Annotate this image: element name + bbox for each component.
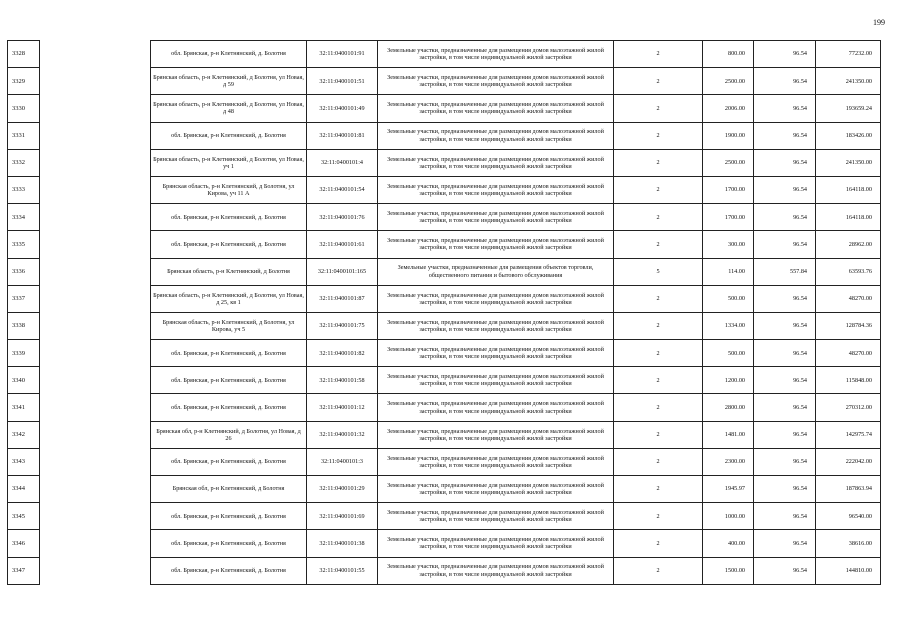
zone-cell: 2: [614, 231, 703, 258]
area-cell: 2006.00: [703, 95, 754, 122]
zone-cell: 2: [614, 421, 703, 448]
row-number-cell: 3345: [8, 503, 40, 530]
cadastral-value-cell: 164118.00: [816, 176, 881, 203]
land-use-cell: Земельные участки, предназначенные для размещения домов малоэтажной жилой застройки, в том числе индивидуальной жилой застройки: [378, 367, 614, 394]
cadastral-value-cell: 222042.00: [816, 448, 881, 475]
table-row: [151, 95, 881, 122]
row-number-cell: 3346: [8, 530, 40, 557]
address-cell: обл. Брянская, р-н Клетнянский, д. Болотня: [151, 448, 307, 475]
row-number-cell: 3339: [8, 340, 40, 367]
rate-cell: 96.54: [754, 122, 816, 149]
row-number-cell: 3343: [8, 448, 40, 475]
address-cell: Брянская область, р-н Клетнянский, д Болотня, ул Кирова, уч 11 А: [151, 176, 307, 203]
area-cell: 1500.00: [703, 557, 754, 584]
zone-cell: 2: [614, 557, 703, 584]
table-row: [151, 557, 881, 584]
zone-cell: 2: [614, 204, 703, 231]
land-use-cell: Земельные участки, предназначенные для размещения домов малоэтажной жилой застройки, в том числе индивидуальной жилой застройки: [378, 231, 614, 258]
table-row: [151, 149, 881, 176]
row-number-row: [8, 394, 40, 421]
land-use-cell: Земельные участки, предназначенные для размещения домов малоэтажной жилой застройки, в том числе индивидуальной жилой застройки: [378, 204, 614, 231]
land-use-cell: Земельные участки, предназначенные для размещения домов малоэтажной жилой застройки, в том числе индивидуальной жилой застройки: [378, 285, 614, 312]
row-number-row: [8, 530, 40, 557]
row-number-row: [8, 312, 40, 339]
area-cell: 800.00: [703, 41, 754, 68]
cadastral-number-cell: 32:11:0400101:49: [307, 95, 378, 122]
address-cell: Брянская область, р-н Клетнянский, д Болотня, ул Новая, д 48: [151, 95, 307, 122]
rate-cell: 96.54: [754, 312, 816, 339]
address-cell: Брянская область, р-н Клетнянский, д Болотня: [151, 258, 307, 285]
row-number-cell: 3337: [8, 285, 40, 312]
address-cell: обл. Брянская, р-н Клетнянский, д. Болотня: [151, 41, 307, 68]
zone-cell: 2: [614, 285, 703, 312]
table-row: [151, 204, 881, 231]
land-use-cell: Земельные участки, предназначенные для размещения домов малоэтажной жилой застройки, в том числе индивидуальной жилой застройки: [378, 340, 614, 367]
table-row: [151, 68, 881, 95]
row-number-row: [8, 149, 40, 176]
zone-cell: 2: [614, 312, 703, 339]
row-number-cell: 3328: [8, 41, 40, 68]
row-number-row: [8, 448, 40, 475]
land-use-cell: Земельные участки, предназначенные для размещения домов малоэтажной жилой застройки, в том числе индивидуальной жилой застройки: [378, 149, 614, 176]
row-number-cell: 3336: [8, 258, 40, 285]
address-cell: обл. Брянская, р-н Клетнянский, д. Болотня: [151, 204, 307, 231]
row-number-row: [8, 95, 40, 122]
cadastral-number-cell: 32:11:0400101:55: [307, 557, 378, 584]
row-number-cell: 3333: [8, 176, 40, 203]
rate-cell: 96.54: [754, 95, 816, 122]
area-cell: 1700.00: [703, 204, 754, 231]
rate-cell: 557.84: [754, 258, 816, 285]
zone-cell: 5: [614, 258, 703, 285]
cadastral-value-cell: 241350.00: [816, 149, 881, 176]
rate-cell: 96.54: [754, 448, 816, 475]
table-row: [151, 41, 881, 68]
cadastral-number-cell: 32:11:0400101:61: [307, 231, 378, 258]
area-cell: 400.00: [703, 530, 754, 557]
row-number-row: [8, 367, 40, 394]
row-number-body: [8, 41, 40, 585]
row-number-row: [8, 503, 40, 530]
cadastral-number-cell: 32:11:0400101:91: [307, 41, 378, 68]
row-number-row: [8, 285, 40, 312]
address-cell: обл. Брянская, р-н Клетнянский, д. Болотня: [151, 394, 307, 421]
table-row: [151, 285, 881, 312]
row-number-row: [8, 204, 40, 231]
rate-cell: 96.54: [754, 41, 816, 68]
zone-cell: 2: [614, 176, 703, 203]
row-number-cell: 3332: [8, 149, 40, 176]
row-number-row: [8, 476, 40, 503]
land-use-cell: Земельные участки, предназначенные для размещения домов малоэтажной жилой застройки, в том числе индивидуальной жилой застройки: [378, 95, 614, 122]
row-number-cell: 3330: [8, 95, 40, 122]
land-use-cell: Земельные участки, предназначенные для размещения домов малоэтажной жилой застройки, в том числе индивидуальной жилой застройки: [378, 503, 614, 530]
cadastral-number-cell: 32:11:0400101:12: [307, 394, 378, 421]
row-number-row: [8, 421, 40, 448]
row-number-cell: 3331: [8, 122, 40, 149]
table-row: [151, 367, 881, 394]
row-number-row: [8, 41, 40, 68]
table-row: [151, 231, 881, 258]
address-cell: обл. Брянская, р-н Клетнянский, д. Болотня: [151, 231, 307, 258]
area-cell: 1945.97: [703, 476, 754, 503]
area-cell: 2500.00: [703, 149, 754, 176]
address-cell: обл. Брянская, р-н Клетнянский, д. Болотня: [151, 367, 307, 394]
zone-cell: 2: [614, 394, 703, 421]
cadastral-value-cell: 144810.00: [816, 557, 881, 584]
cadastral-number-cell: 32:11:0400101:54: [307, 176, 378, 203]
rate-cell: 96.54: [754, 231, 816, 258]
cadastral-number-cell: 32:11:0400101:32: [307, 421, 378, 448]
address-cell: обл. Брянская, р-н Клетнянский, д. Болотня: [151, 530, 307, 557]
land-use-cell: Земельные участки, предназначенные для размещения домов малоэтажной жилой застройки, в том числе индивидуальной жилой застройки: [378, 41, 614, 68]
cadastral-value-cell: 270312.00: [816, 394, 881, 421]
row-number-cell: 3344: [8, 476, 40, 503]
cadastral-number-cell: 32:11:0400101:87: [307, 285, 378, 312]
area-cell: 2500.00: [703, 68, 754, 95]
area-cell: 500.00: [703, 285, 754, 312]
row-number-row: [8, 340, 40, 367]
cadastral-number-cell: 32:11:0400101:165: [307, 258, 378, 285]
cadastral-value-cell: 48270.00: [816, 285, 881, 312]
land-use-cell: Земельные участки, предназначенные для размещения домов малоэтажной жилой застройки, в том числе индивидуальной жилой застройки: [378, 122, 614, 149]
cadastral-value-cell: 115848.00: [816, 367, 881, 394]
table-row: [151, 312, 881, 339]
row-number-column: [7, 40, 40, 585]
row-number-cell: 3338: [8, 312, 40, 339]
row-number-cell: 3335: [8, 231, 40, 258]
area-cell: 114.00: [703, 258, 754, 285]
land-use-cell: Земельные участки, предназначенные для размещения домов малоэтажной жилой застройки, в том числе индивидуальной жилой застройки: [378, 448, 614, 475]
row-number-cell: 3340: [8, 367, 40, 394]
zone-cell: 2: [614, 122, 703, 149]
rate-cell: 96.54: [754, 68, 816, 95]
row-number-row: [8, 557, 40, 584]
row-number-row: [8, 68, 40, 95]
area-cell: 1334.00: [703, 312, 754, 339]
row-number-cell: 3334: [8, 204, 40, 231]
row-number-row: [8, 258, 40, 285]
cadastral-value-cell: 193659.24: [816, 95, 881, 122]
rate-cell: 96.54: [754, 394, 816, 421]
page-number: 199: [873, 18, 885, 27]
cadastral-value-cell: 77232.00: [816, 41, 881, 68]
row-number-row: [8, 176, 40, 203]
row-number-cell: 3347: [8, 557, 40, 584]
land-use-cell: Земельные участки, предназначенные для размещения домов малоэтажной жилой застройки, в том числе индивидуальной жилой застройки: [378, 312, 614, 339]
row-number-row: [8, 122, 40, 149]
land-use-cell: Земельные участки, предназначенные для размещения домов малоэтажной жилой застройки, в том числе индивидуальной жилой застройки: [378, 557, 614, 584]
address-cell: обл. Брянская, р-н Клетнянский, д. Болотня: [151, 340, 307, 367]
zone-cell: 2: [614, 530, 703, 557]
cadastral-number-cell: 32:11:0400101:82: [307, 340, 378, 367]
cadastral-number-cell: 32:11:0400101:4: [307, 149, 378, 176]
rate-cell: 96.54: [754, 285, 816, 312]
cadastral-number-cell: 32:11:0400101:75: [307, 312, 378, 339]
table-row: [151, 176, 881, 203]
cadastral-number-cell: 32:11:0400101:69: [307, 503, 378, 530]
address-cell: Брянская обл, р-н Клетнянский, д Болотня, ул Новая, д 26: [151, 421, 307, 448]
table-row: [151, 122, 881, 149]
land-use-cell: Земельные участки, предназначенные для размещения объектов торговли, общественного питания и бытового обслуживания: [378, 258, 614, 285]
address-cell: Брянская область, р-н Клетнянский, д Болотня, ул Новая, д 59: [151, 68, 307, 95]
address-cell: обл. Брянская, р-н Клетнянский, д. Болотня: [151, 122, 307, 149]
area-cell: 500.00: [703, 340, 754, 367]
rate-cell: 96.54: [754, 476, 816, 503]
row-number-cell: 3342: [8, 421, 40, 448]
table-row: [151, 530, 881, 557]
cadastral-number-cell: 32:11:0400101:58: [307, 367, 378, 394]
cadastral-value-cell: 63593.76: [816, 258, 881, 285]
land-use-cell: Земельные участки, предназначенные для размещения домов малоэтажной жилой застройки, в том числе индивидуальной жилой застройки: [378, 68, 614, 95]
table-row: [151, 258, 881, 285]
cadastral-number-cell: 32:11:0400101:29: [307, 476, 378, 503]
rate-cell: 96.54: [754, 530, 816, 557]
rate-cell: 96.54: [754, 340, 816, 367]
table-row: [151, 476, 881, 503]
area-cell: 300.00: [703, 231, 754, 258]
rate-cell: 96.54: [754, 503, 816, 530]
table-row: [151, 503, 881, 530]
cadastral-number-cell: 32:11:0400101:81: [307, 122, 378, 149]
land-use-cell: Земельные участки, предназначенные для размещения домов малоэтажной жилой застройки, в том числе индивидуальной жилой застройки: [378, 530, 614, 557]
area-cell: 2300.00: [703, 448, 754, 475]
table-row: [151, 421, 881, 448]
rate-cell: 96.54: [754, 421, 816, 448]
area-cell: 1700.00: [703, 176, 754, 203]
row-number-cell: 3329: [8, 68, 40, 95]
area-cell: 2800.00: [703, 394, 754, 421]
area-cell: 1900.00: [703, 122, 754, 149]
address-cell: обл. Брянская, р-н Клетнянский, д. Болотня: [151, 503, 307, 530]
address-cell: Брянская область, р-н Клетнянский, д Болотня, ул Новая, уч 1: [151, 149, 307, 176]
zone-cell: 2: [614, 340, 703, 367]
land-plots-table-body: [151, 41, 881, 585]
cadastral-number-cell: 32:11:0400101:76: [307, 204, 378, 231]
cadastral-value-cell: 241350.00: [816, 68, 881, 95]
cadastral-value-cell: 183426.00: [816, 122, 881, 149]
cadastral-value-cell: 96540.00: [816, 503, 881, 530]
rate-cell: 96.54: [754, 176, 816, 203]
area-cell: 1200.00: [703, 367, 754, 394]
rate-cell: 96.54: [754, 204, 816, 231]
cadastral-value-cell: 128784.36: [816, 312, 881, 339]
rate-cell: 96.54: [754, 557, 816, 584]
zone-cell: 2: [614, 149, 703, 176]
cadastral-value-cell: 142975.74: [816, 421, 881, 448]
cadastral-number-cell: 32:11:0400101:51: [307, 68, 378, 95]
zone-cell: 2: [614, 503, 703, 530]
zone-cell: 2: [614, 68, 703, 95]
cadastral-value-cell: 187863.94: [816, 476, 881, 503]
area-cell: 1000.00: [703, 503, 754, 530]
row-number-row: [8, 231, 40, 258]
address-cell: обл. Брянская, р-н Клетнянский, д. Болотня: [151, 557, 307, 584]
land-use-cell: Земельные участки, предназначенные для размещения домов малоэтажной жилой застройки, в том числе индивидуальной жилой застройки: [378, 476, 614, 503]
cadastral-number-cell: 32:11:0400101:38: [307, 530, 378, 557]
zone-cell: 2: [614, 476, 703, 503]
cadastral-value-cell: 28962.00: [816, 231, 881, 258]
zone-cell: 2: [614, 41, 703, 68]
table-row: [151, 394, 881, 421]
cadastral-value-cell: 38616.00: [816, 530, 881, 557]
zone-cell: 2: [614, 367, 703, 394]
address-cell: Брянская область, р-н Клетнянский, д Болотня, ул Кирова, уч 5: [151, 312, 307, 339]
row-number-cell: 3341: [8, 394, 40, 421]
address-cell: Брянская область, р-н Клетнянский, д Болотня, ул Новая, д 25, кв 1: [151, 285, 307, 312]
zone-cell: 2: [614, 448, 703, 475]
land-use-cell: Земельные участки, предназначенные для размещения домов малоэтажной жилой застройки, в том числе индивидуальной жилой застройки: [378, 421, 614, 448]
cadastral-value-cell: 48270.00: [816, 340, 881, 367]
land-use-cell: Земельные участки, предназначенные для размещения домов малоэтажной жилой застройки, в том числе индивидуальной жилой застройки: [378, 394, 614, 421]
table-row: [151, 340, 881, 367]
rate-cell: 96.54: [754, 149, 816, 176]
cadastral-number-cell: 32:11:0400101:3: [307, 448, 378, 475]
address-cell: Брянская обл, р-н Клетнянский, д Болотня: [151, 476, 307, 503]
rate-cell: 96.54: [754, 367, 816, 394]
zone-cell: 2: [614, 95, 703, 122]
area-cell: 1481.00: [703, 421, 754, 448]
land-use-cell: Земельные участки, предназначенные для размещения домов малоэтажной жилой застройки, в том числе индивидуальной жилой застройки: [378, 176, 614, 203]
table-row: [151, 448, 881, 475]
land-plots-table: [150, 40, 881, 585]
cadastral-value-cell: 164118.00: [816, 204, 881, 231]
